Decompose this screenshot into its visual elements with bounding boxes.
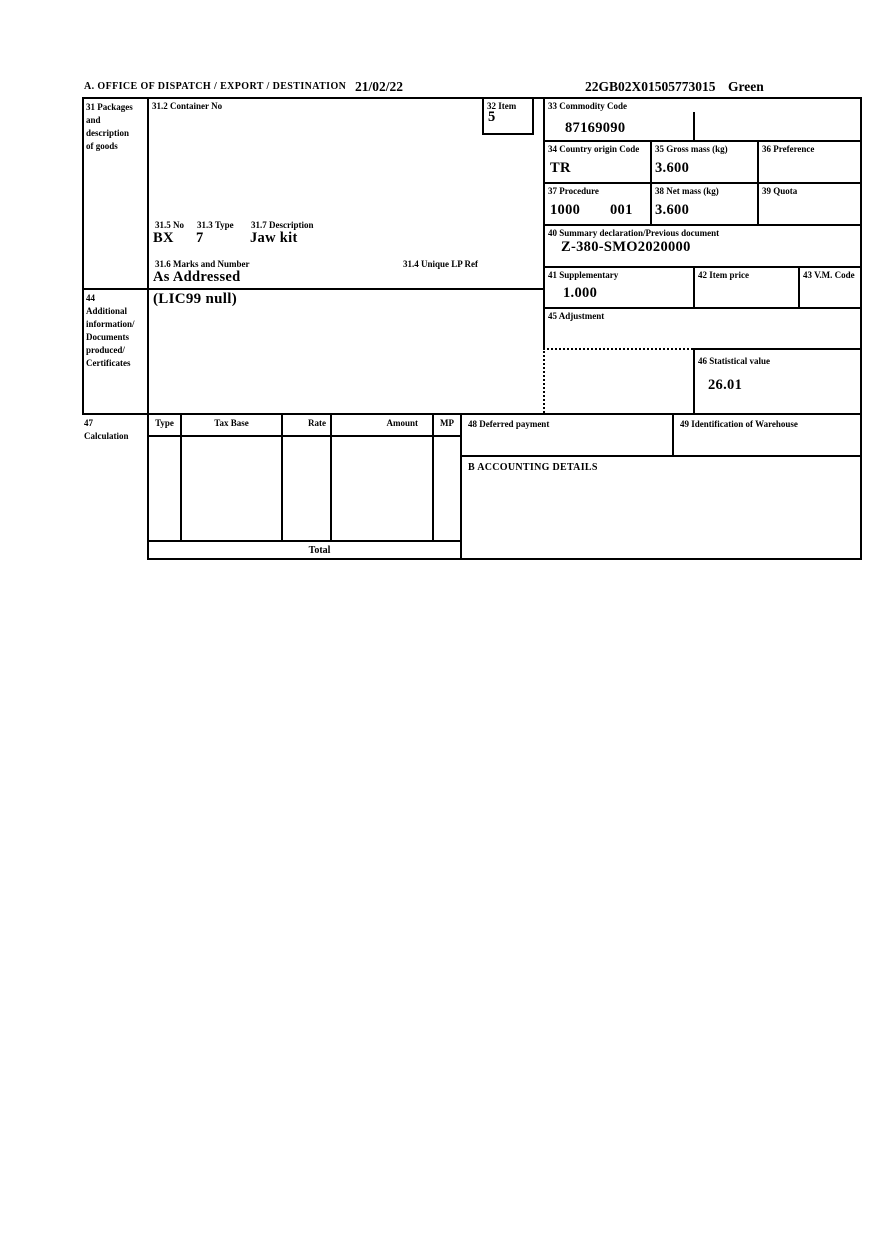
form-bottom-border [147,558,862,560]
box-40-summary-declaration [543,224,862,266]
box-46-statistical-value [693,348,862,413]
calc-cell-rate [281,435,330,540]
box-32-item [482,99,534,135]
box-39-label: 39 Quota [762,186,798,196]
calc-header-type: Type [147,413,180,435]
box-44-label-line: Certificates [86,358,131,368]
calc-header-tax-base: Tax Base [180,413,281,435]
box-45-label: 45 Adjustment [548,311,605,321]
routing-status: Green [728,79,764,94]
box-31-3-type-value: 7 [196,230,204,246]
box-47-calculation-label [82,413,147,443]
box-44-additional-info-content [147,288,543,413]
calc-header-mp: MP [432,413,460,435]
box-b-accounting-details [460,455,862,560]
box-44-value: (LIC99 null) [153,291,238,307]
calc-cell-tax-base [180,435,281,540]
box-31-5-no-label: 31.5 No [155,220,184,230]
box-37-label: 37 Procedure [548,186,599,196]
box-39-quota [757,182,862,224]
box-31-label-line: of goods [86,141,118,151]
box-44-label-line: Additional [86,306,128,316]
box-35-label: 35 Gross mass (kg) [655,144,728,154]
box-47-label-line: Calculation [84,431,129,441]
calc-header-amount: Amount [330,413,432,435]
box-38-value: 3.600 [655,202,690,218]
box-49-warehouse-id [672,413,862,455]
box-40-label: 40 Summary declaration/Previous document [548,228,720,238]
box-37-procedure [543,182,650,224]
box-38-label: 38 Net mass (kg) [655,186,719,196]
box-31-label-line: description [86,128,130,138]
box-38-net-mass [650,182,757,224]
box-44-additional-info-label [82,288,147,413]
box-43-label: 43 V.M. Code [803,270,855,280]
box-31-packages-label [82,97,147,288]
form-right-border [860,97,862,560]
box-49-label: 49 Identification of Warehouse [680,419,798,429]
box-31-2-label: 31.2 Container No [152,101,223,111]
calc-header-rate: Rate [281,413,330,435]
box-31-label-line: 31 Packages [86,102,133,112]
box-48-label: 48 Deferred payment [468,419,550,429]
box-31-7-description-label: 31.7 Description [251,220,314,230]
box-48-deferred-payment [460,413,672,455]
box-44-label-line: 44 [86,293,95,303]
box-31-label-line: and [86,115,101,125]
box-35-gross-mass [650,140,757,182]
box-42-item-price [693,266,798,307]
box-34-country-origin [543,140,650,182]
calc-cell-mp [432,435,460,540]
box-31-6-marks-value: As Addressed [153,269,241,285]
box-42-label: 42 Item price [698,270,749,280]
box-37-value-2: 001 [610,202,633,218]
box-44-label-line: produced/ [86,345,125,355]
box-33-label: 33 Commodity Code [548,101,627,111]
box-44-label-line: Documents [86,332,129,342]
box-45-adjustment [543,307,862,348]
box-33-value: 87169090 [565,120,626,136]
box-40-value: Z-380-SMO2020000 [561,239,691,255]
office-of-dispatch-title: A. OFFICE OF DISPATCH / EXPORT / DESTINATION [84,81,347,92]
box-47-label-line: 47 [84,418,93,428]
box-31-5-no-value: BX [153,230,174,246]
box-46-value: 26.01 [708,377,743,393]
box-31-4-unique-lp-ref-label: 31.4 Unique LP Ref [403,259,479,269]
box-46-label: 46 Statistical value [698,356,770,366]
calc-total-row: Total [147,540,460,560]
box-36-preference [757,140,862,182]
box-31-6-marks-label: 31.6 Marks and Number [155,259,250,269]
box-31-3-type-label: 31.3 Type [197,220,234,230]
calc-cell-amount [330,435,432,540]
declaration-reference: 22GB02X01505773015 [585,79,716,94]
box-43-vm-code [798,266,862,307]
box-41-supplementary [543,266,693,307]
box-35-value: 3.600 [655,160,690,176]
box-32-item-value: 5 [488,109,496,125]
acceptance-date: 21/02/22 [355,79,404,94]
box-44-label-line: information/ [86,319,135,329]
box-31-7-description-value: Jaw kit [250,230,298,246]
box-36-label: 36 Preference [762,144,815,154]
box-32-label: 32 Item [487,101,517,111]
box-b-label: B ACCOUNTING DETAILS [468,462,598,473]
box-34-label: 34 Country origin Code [548,144,640,154]
box-33-commodity-code [543,97,862,140]
box-41-label: 41 Supplementary [548,270,619,280]
box-46-dotted-area [543,348,693,413]
box-37-value-1: 1000 [550,202,581,218]
calc-cell-type [147,435,180,540]
box-34-value: TR [550,160,571,176]
box-33-subdivision-line [693,112,695,140]
box-41-value: 1.000 [563,285,598,301]
